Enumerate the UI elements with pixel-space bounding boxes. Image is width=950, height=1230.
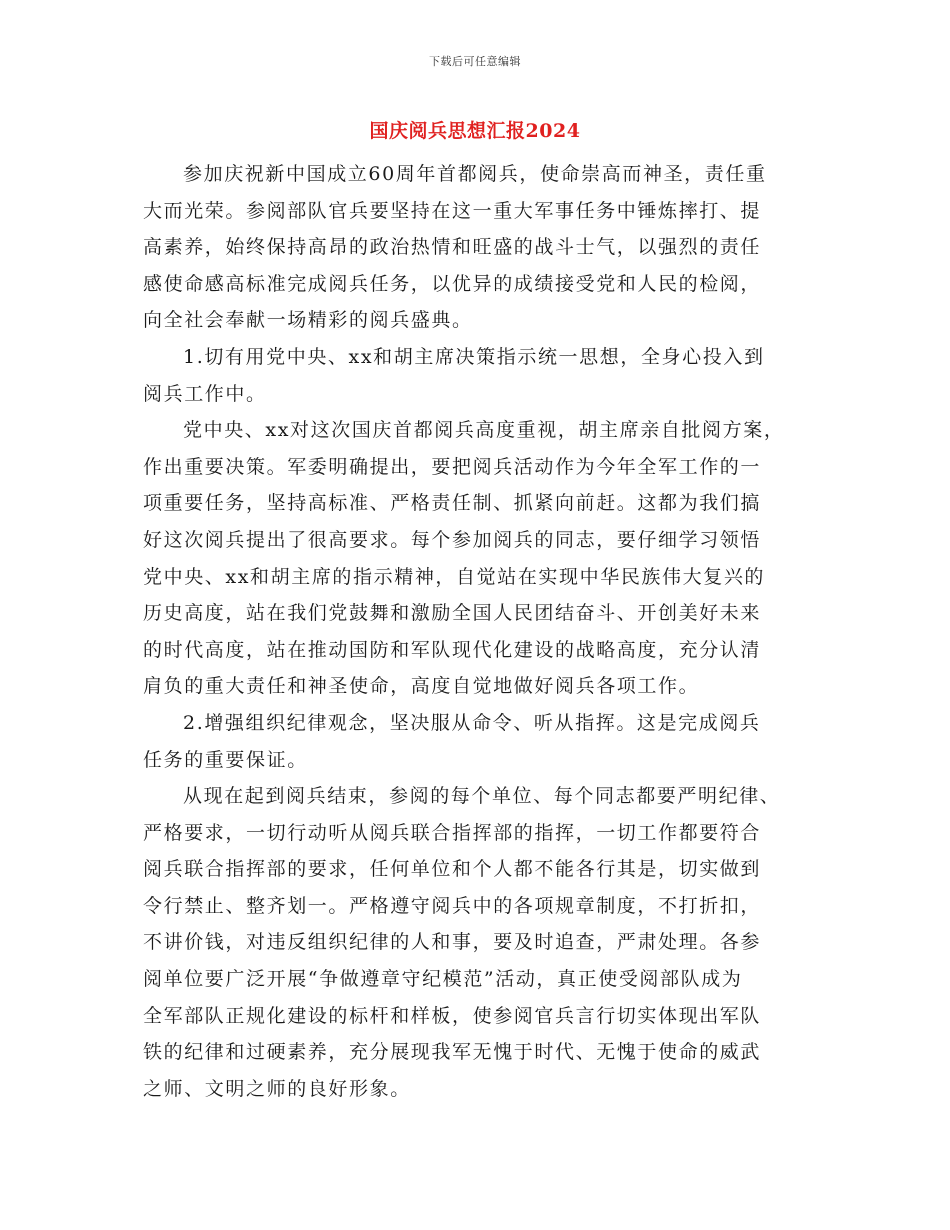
paragraph-line: 肩负的重大责任和神圣使命，高度自觉地做好阅兵各项工作。: [143, 675, 700, 698]
paragraph-line: 之师、文明之师的良好形象。: [143, 1077, 411, 1100]
paragraph-line: 阅兵工作中。: [143, 382, 267, 405]
paragraph-line: 历史高度，站在我们党鼓舞和激励全国人民团结奋斗、开创美好未来: [143, 602, 762, 625]
paragraph-line: 项重要任务，坚持高标准、严格责任制、抓紧向前赶。这都为我们搞: [143, 492, 762, 515]
paragraph-line: 大而光荣。参阅部队官兵要坚持在这一重大军事任务中锤炼摔打、提: [143, 199, 762, 222]
body-paragraph: [143, 412, 808, 705]
paragraph-line: 参加庆祝新中国成立60周年首都阅兵，使命崇高而神圣，责任重: [183, 163, 767, 185]
paragraph-line: 高素养，始终保持高昂的政治热情和旺盛的战斗士气，以强烈的责任: [143, 236, 762, 259]
paragraph-line: 2.增强组织纪律观念，坚决服从命令、听从指挥。这是完成阅兵: [183, 711, 761, 734]
paragraph-line: 铁的纪律和过硬素养，充分展现我军无愧于时代、无愧于使命的威武: [143, 1041, 762, 1064]
paragraph-line: 不讲价钱，对违反组织纪律的人和事，要及时追查，严肃处理。各参: [143, 931, 762, 954]
document-title: 国庆阅兵思想汇报2024: [369, 120, 581, 142]
paragraph-line: 向全社会奉献一场精彩的阅兵盛典。: [143, 309, 473, 332]
body-paragraph: [143, 778, 808, 1107]
paragraph-line: 感使命感高标准完成阅兵任务，以优异的成绩接受党和人民的检阅，: [143, 272, 762, 295]
paragraph-line: 全军部队正规化建设的标杆和样板，使参阅官兵言行切实体现出军队: [143, 1004, 762, 1027]
body-paragraph: [143, 156, 808, 339]
body-paragraph: [143, 705, 808, 778]
paragraph-line: 的时代高度，站在推动国防和军队现代化建设的战略高度，充分认清: [143, 638, 762, 661]
paragraph-line: 作出重要决策。军委明确提出，要把阅兵活动作为今年全军工作的一: [143, 455, 762, 478]
paragraph-line: 好这次阅兵提出了很高要求。每个参加阅兵的同志，要仔细学习领悟: [143, 528, 762, 551]
paragraph-line: 从现在起到阅兵结束，参阅的每个单位、每个同志都要严明纪律、: [183, 785, 781, 808]
paragraph-line: 令行禁止、整齐划一。严格遵守阅兵中的各项规章制度，不打折扣，: [143, 894, 762, 917]
body-paragraph: [143, 339, 808, 412]
paragraph-line: 严格要求，一切行动听从阅兵联合指挥部的指挥，一切工作都要符合: [143, 821, 762, 844]
paragraph-line: 1.切有用党中央、xx和胡主席决策指示统一思想，全身心投入到: [183, 345, 765, 368]
paragraph-line: 阅兵联合指挥部的要求，任何单位和个人都不能各行其是，切实做到: [143, 858, 762, 881]
paragraph-line: 任务的重要保证。: [143, 748, 308, 771]
header-note: 下载后可任意编辑: [429, 55, 521, 68]
paragraph-line: 党中央、xx和胡主席的指示精神，自觉站在实现中华民族伟大复兴的: [143, 565, 766, 588]
document-body: [143, 156, 808, 1107]
paragraph-line: 党中央、xx对这次国庆首都阅兵高度重视，胡主席亲自批阅方案，: [183, 419, 785, 442]
paragraph-line: 阅单位要广泛开展“争做遵章守纪模范”活动，真正使受阅部队成为: [143, 968, 743, 991]
